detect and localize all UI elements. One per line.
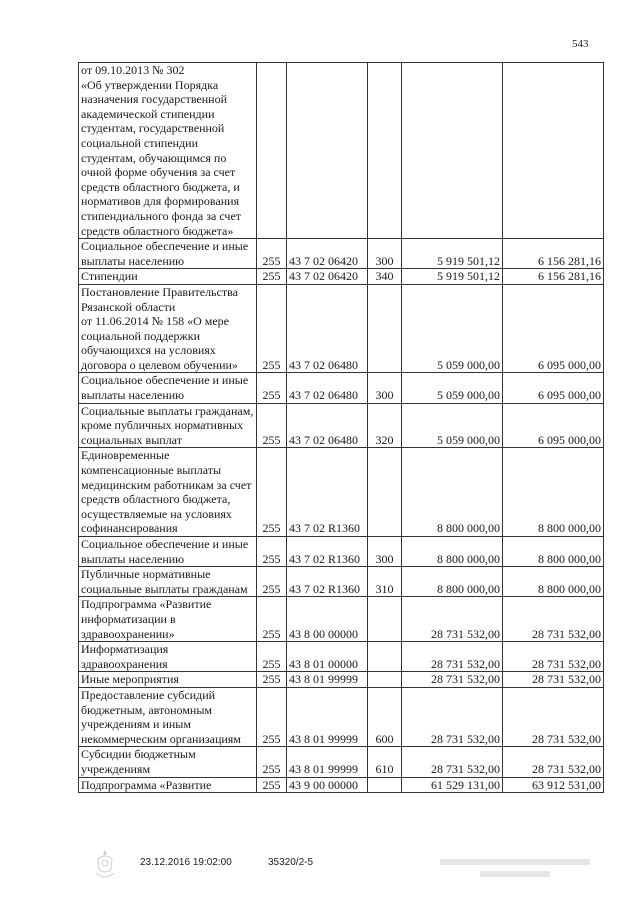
cell-name: Подпрограмма «Развитие информатизации в здравоохранении» <box>79 597 257 642</box>
cell-amount-year1: 8 800 000,00 <box>402 537 503 567</box>
cell-name: Предоставление субсидий бюджетным, автономным учреждениям и иным некоммерческим организациям <box>79 687 257 746</box>
table-row <box>79 567 604 597</box>
table-row <box>79 597 604 642</box>
cell-name: Информатизация здравоохранения <box>79 642 257 672</box>
cell-grbs: 255 <box>257 777 287 793</box>
table-row <box>79 687 604 746</box>
cell-vr <box>368 672 402 688</box>
cell-amount-year1: 5 059 000,00 <box>402 373 503 403</box>
cell-grbs <box>257 63 287 239</box>
cell-name: Социальное обеспечение и иные выплаты населению <box>79 373 257 403</box>
cell-grbs: 255 <box>257 403 287 448</box>
cell-csr: 43 8 01 00000 <box>287 642 368 672</box>
print-datetime: 23.12.2016 19:02:00 <box>140 857 232 868</box>
cell-name: Подпрограмма «Развитие <box>79 777 257 793</box>
cell-vr: 310 <box>368 567 402 597</box>
cell-amount-year1 <box>402 63 503 239</box>
cell-name: Стипендии <box>79 269 257 285</box>
cell-amount-year2 <box>503 63 604 239</box>
table-row <box>79 403 604 448</box>
budget-table <box>78 62 604 793</box>
table-row <box>79 239 604 269</box>
cell-vr: 610 <box>368 747 402 777</box>
cell-vr <box>368 284 402 373</box>
cell-csr: 43 8 01 99999 <box>287 672 368 688</box>
cell-csr: 43 9 00 00000 <box>287 777 368 793</box>
cell-amount-year2: 8 800 000,00 <box>503 567 604 597</box>
cell-grbs: 255 <box>257 687 287 746</box>
cell-amount-year2: 6 095 000,00 <box>503 373 604 403</box>
cell-csr <box>287 63 368 239</box>
cell-csr: 43 8 00 00000 <box>287 597 368 642</box>
cell-grbs: 255 <box>257 239 287 269</box>
cell-name: Социальное обеспечение и иные выплаты населению <box>79 537 257 567</box>
cell-csr: 43 7 02 R1360 <box>287 448 368 537</box>
table-row <box>79 747 604 777</box>
cell-grbs: 255 <box>257 537 287 567</box>
table-row <box>79 63 604 239</box>
cell-amount-year2: 63 912 531,00 <box>503 777 604 793</box>
cell-amount-year1: 28 731 532,00 <box>402 597 503 642</box>
cell-vr: 300 <box>368 537 402 567</box>
cell-grbs: 255 <box>257 672 287 688</box>
table-row <box>79 777 604 793</box>
cell-amount-year1: 28 731 532,00 <box>402 687 503 746</box>
cell-csr: 43 7 02 06420 <box>287 239 368 269</box>
cell-vr <box>368 63 402 239</box>
cell-csr: 43 7 02 06480 <box>287 284 368 373</box>
cell-amount-year1: 28 731 532,00 <box>402 672 503 688</box>
cell-amount-year2: 28 731 532,00 <box>503 747 604 777</box>
cell-amount-year1: 8 800 000,00 <box>402 448 503 537</box>
cell-csr: 43 8 01 99999 <box>287 687 368 746</box>
cell-amount-year2: 6 156 281,16 <box>503 269 604 285</box>
table-row <box>79 373 604 403</box>
cell-vr: 340 <box>368 269 402 285</box>
table-row <box>79 537 604 567</box>
cell-amount-year1: 5 919 501,12 <box>402 269 503 285</box>
cell-name: Социальные выплаты гражданам, кроме публичных нормативных социальных выплат <box>79 403 257 448</box>
cell-amount-year2: 6 095 000,00 <box>503 403 604 448</box>
cell-name: Публичные нормативные социальные выплаты гражданам <box>79 567 257 597</box>
cell-amount-year2: 8 800 000,00 <box>503 537 604 567</box>
table-row <box>79 672 604 688</box>
cell-csr: 43 8 01 99999 <box>287 747 368 777</box>
cell-amount-year2: 6 156 281,16 <box>503 239 604 269</box>
cell-name: от 09.10.2013 № 302 «Об утверждении Порядка назначения государственной академической стипендии студентам, государственной социальной стипендии студентам, обучающимся по очной форме обучения за счет средств областного бюджета, и нормативов для формирования стипендиального фонда за счет средств областного бюджета» <box>79 63 257 239</box>
cell-csr: 43 7 02 R1360 <box>287 537 368 567</box>
cell-name: Социальное обеспечение и иные выплаты населению <box>79 239 257 269</box>
cell-name: Субсидии бюджетным учреждениям <box>79 747 257 777</box>
cell-csr: 43 7 02 06480 <box>287 373 368 403</box>
cell-vr <box>368 642 402 672</box>
cell-amount-year1: 8 800 000,00 <box>402 567 503 597</box>
cell-amount-year1: 5 919 501,12 <box>402 239 503 269</box>
cell-amount-year2: 28 731 532,00 <box>503 672 604 688</box>
cell-grbs: 255 <box>257 597 287 642</box>
cell-csr: 43 7 02 06480 <box>287 403 368 448</box>
cell-grbs: 255 <box>257 642 287 672</box>
cell-amount-year2: 28 731 532,00 <box>503 687 604 746</box>
cell-grbs: 255 <box>257 269 287 285</box>
cell-grbs: 255 <box>257 448 287 537</box>
cell-amount-year1: 5 059 000,00 <box>402 284 503 373</box>
page-number: 543 <box>572 38 589 50</box>
cell-vr <box>368 448 402 537</box>
budget-table-body <box>79 63 604 793</box>
table-row <box>79 269 604 285</box>
cell-vr <box>368 777 402 793</box>
cell-csr: 43 7 02 06420 <box>287 269 368 285</box>
cell-amount-year1: 5 059 000,00 <box>402 403 503 448</box>
cell-vr: 300 <box>368 373 402 403</box>
cell-amount-year2: 28 731 532,00 <box>503 642 604 672</box>
cell-amount-year2: 28 731 532,00 <box>503 597 604 642</box>
cell-vr: 600 <box>368 687 402 746</box>
emblem-icon <box>92 847 118 883</box>
cell-amount-year1: 28 731 532,00 <box>402 747 503 777</box>
watermark-stamp-icon <box>440 855 600 883</box>
cell-name: Иные мероприятия <box>79 672 257 688</box>
document-number: 35320/2-5 <box>268 857 314 868</box>
cell-amount-year1: 61 529 131,00 <box>402 777 503 793</box>
cell-name: Единовременные компенсационные выплаты медицинским работникам за счет средств областного бюджета, осуществляемые на условиях софинансирования <box>79 448 257 537</box>
cell-grbs: 255 <box>257 284 287 373</box>
cell-vr <box>368 597 402 642</box>
page-footer <box>0 855 640 895</box>
cell-vr: 300 <box>368 239 402 269</box>
cell-grbs: 255 <box>257 747 287 777</box>
table-row <box>79 642 604 672</box>
cell-csr: 43 7 02 R1360 <box>287 567 368 597</box>
cell-amount-year2: 6 095 000,00 <box>503 284 604 373</box>
table-row <box>79 284 604 373</box>
cell-name: Постановление Правительства Рязанской области от 11.06.2014 № 158 «О мере социальной поддержки обучающихся на условиях договора о целевом обучении» <box>79 284 257 373</box>
cell-vr: 320 <box>368 403 402 448</box>
cell-grbs: 255 <box>257 567 287 597</box>
table-row <box>79 448 604 537</box>
cell-grbs: 255 <box>257 373 287 403</box>
cell-amount-year1: 28 731 532,00 <box>402 642 503 672</box>
cell-amount-year2: 8 800 000,00 <box>503 448 604 537</box>
